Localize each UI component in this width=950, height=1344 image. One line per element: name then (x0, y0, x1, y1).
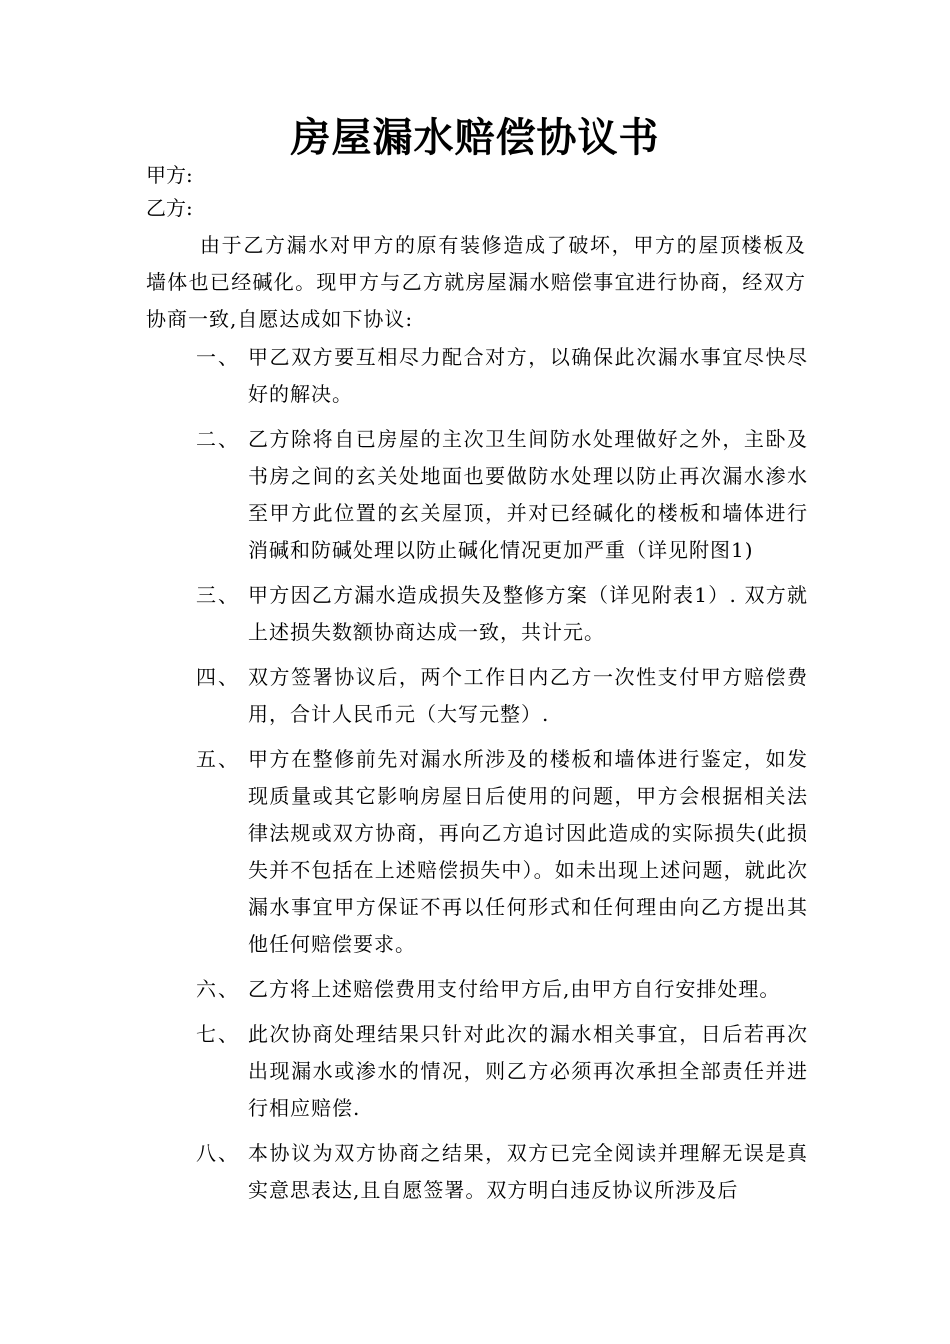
clause-text: 本协议为双方协商之结果，双方已完全阅读并理解无误是真实意思表达,且自愿签署。双方明白违反协议所涉及后 (248, 1141, 808, 1202)
document-title: 房屋漏水赔偿协议书 (290, 115, 660, 161)
clause-number: 三、 (196, 583, 240, 607)
clause-4 (0, 659, 950, 733)
clause-2 (0, 421, 950, 569)
clause-7 (0, 1016, 950, 1127)
party-b-label: 乙方: (146, 196, 193, 220)
intro-paragraph: 由于乙方漏水对甲方的原有装修造成了破坏，甲方的屋顶楼板及墙体也已经碱化。现甲方与乙方就房屋漏水赔偿事宜进行协商，经双方协商一致,自愿达成如下协议: (146, 233, 806, 331)
party-a-label: 甲方: (146, 163, 193, 187)
clause-text: 双方签署协议后，两个工作日内乙方一次性支付甲方赔偿费用，合计人民币元（大写元整）. (248, 665, 808, 726)
clause-3 (0, 577, 950, 651)
clause-text: 甲方因乙方漏水造成损失及整修方案（详见附表1）. 双方就上述损失数额协商达成一致，共计元。 (248, 583, 808, 644)
clause-5 (0, 741, 950, 963)
clause-number: 五、 (196, 747, 240, 771)
clause-number: 二、 (196, 427, 240, 451)
clause-text: 乙方将上述赔偿费用支付给甲方后,由甲方自行安排处理。 (248, 977, 781, 1001)
clause-list (0, 339, 950, 1217)
clause-8 (0, 1135, 950, 1209)
clause-number: 八、 (196, 1141, 240, 1165)
clause-text: 甲方在整修前先对漏水所涉及的楼板和墙体进行鉴定，如发现质量或其它影响房屋日后使用的问题，甲方会根据相关法律法规或双方协商，再向乙方追讨因此造成的实际损失(此损失并不包括在上述赔偿损失中）。如未出现上述问题，就此次漏水事宜甲方保证不再以任何形式和任何理由向乙方提出其他任何赔偿要求。 (248, 747, 808, 956)
clause-6 (0, 971, 950, 1008)
clause-text: 此次协商处理结果只针对此次的漏水相关事宜，日后若再次出现漏水或渗水的情况，则乙方必须再次承担全部责任并进行相应赔偿. (248, 1022, 808, 1120)
clause-1 (0, 339, 950, 413)
clause-number: 四、 (196, 665, 240, 689)
clause-number: 一、 (196, 345, 240, 369)
clause-text: 乙方除将自已房屋的主次卫生间防水处理做好之外，主卧及书房之间的玄关处地面也要做防水处理以防止再次漏水渗水至甲方此位置的玄关屋顶，并对已经碱化的楼板和墙体进行消碱和防碱处理以防止碱化情况更加严重（详见附图1) (248, 427, 808, 562)
clause-number: 六、 (196, 977, 240, 1001)
clause-text: 甲乙双方要互相尽力配合对方，以确保此次漏水事宜尽快尽好的解决。 (248, 345, 808, 406)
clause-number: 七、 (196, 1022, 240, 1046)
